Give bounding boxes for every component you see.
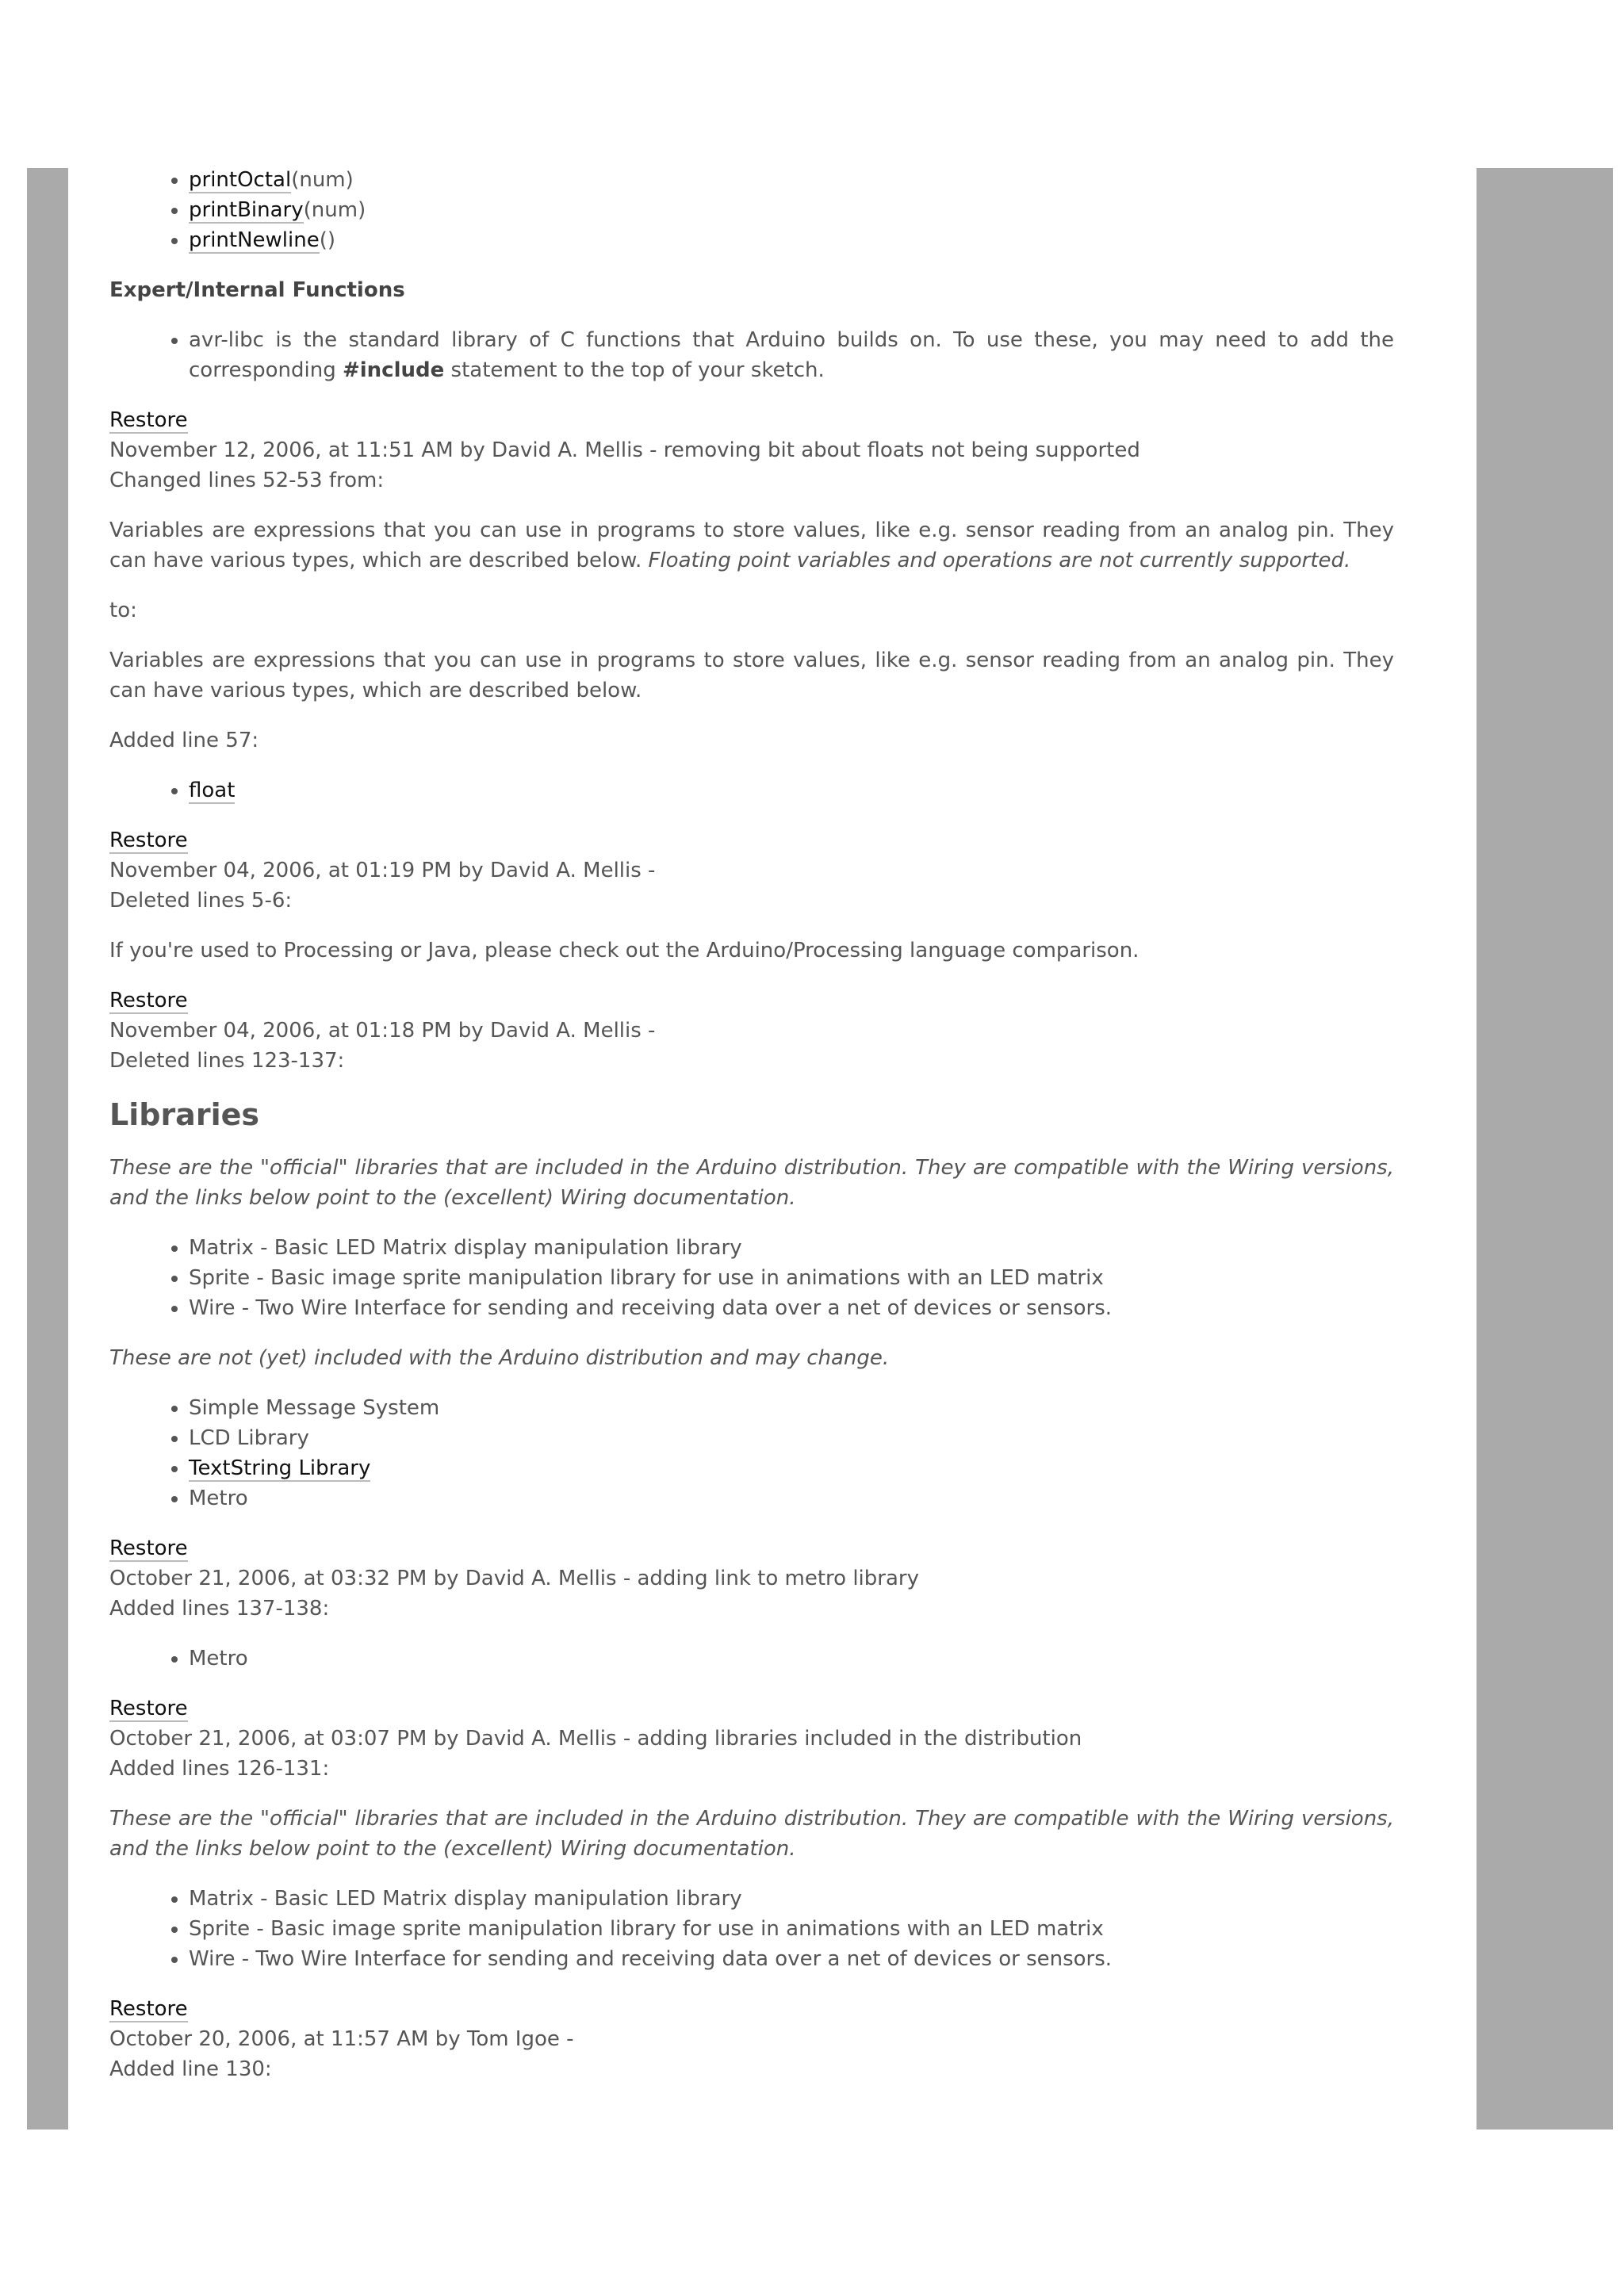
list-item: • Metro [189,1483,1394,1513]
libraries-heading: Libraries [109,1097,259,1132]
list-item: • printNewline() [189,225,1394,255]
list-item: • Wire - Two Wire Interface for sending and receiving data over a net of devices or sensors. [189,1293,1394,1323]
other-libraries-list [109,1393,1394,1513]
printbinary-link[interactable]: printBinary [189,198,304,222]
revision-meta: October 20, 2006, at 11:57 AM by Tom Igoe - [109,2027,574,2051]
change-summary: Changed lines 52-53 from: [109,469,385,492]
revision-meta: November 12, 2006, at 11:51 AM by David A. Mellis - removing bit about floats not being supported [109,438,1140,462]
left-sidebar [27,168,68,2130]
restore-link[interactable]: Restore [109,1697,188,1720]
diff-to-text: Variables are expressions that you can use in programs to store values, like e.g. sensor reading from an analog pin. They can have various types, which are described below. [109,649,1394,702]
official-libraries-list [109,1233,1394,1323]
list-item: • LCD Library [189,1423,1394,1453]
restore-link[interactable]: Restore [109,989,188,1012]
change-summary: Added line 57: [109,729,259,752]
right-sidebar [1477,168,1613,2130]
change-summary: Deleted lines 5-6: [109,889,293,913]
official-libraries-list [109,1884,1394,1974]
float-link[interactable]: float [189,779,236,802]
libraries-intro: These are the "official" libraries that are included in the Arduino distribution. They are compatible with the Wiring versions, and the links below point to the (excellent) Wiring documentation. [109,1807,1394,1861]
to-label: to: [109,599,137,622]
printnewline-link[interactable]: printNewline [189,228,320,252]
list-item: • Sprite - Basic image sprite manipulation library for use in animations with an LED matrix [189,1914,1394,1944]
added-list [109,1644,1394,1674]
list-item: • Matrix - Basic LED Matrix display manipulation library [189,1884,1394,1914]
list-item [189,775,1394,806]
list-item: • Simple Message System [189,1393,1394,1423]
not-yet-note: These are not (yet) included with the Arduino distribution and may change. [109,1346,890,1370]
revision-meta: November 04, 2006, at 01:19 PM by David A. Mellis - [109,859,656,882]
list-item: • printOctal(num) [189,165,1394,195]
function-list [109,165,1394,255]
expert-heading: Expert/Internal Functions [109,278,405,302]
list-item: • avr-libc is the standard library of C functions that Arduino builds on. To use these, you may need to add the corresponding #include statement to the top of your sketch. [189,325,1394,385]
added-list [109,775,1394,806]
list-item: • printBinary(num) [189,195,1394,225]
libraries-intro: These are the "official" libraries that are included in the Arduino distribution. They are compatible with the Wiring versions, and the links below point to the (excellent) Wiring documentation. [109,1156,1394,1210]
deleted-text: If you're used to Processing or Java, please check out the Arduino/Processing language comparison. [109,939,1139,962]
restore-link[interactable]: Restore [109,1536,188,1560]
revision-meta: November 04, 2006, at 01:18 PM by David A. Mellis - [109,1019,656,1043]
page-content [109,165,1394,2084]
list-item: • Wire - Two Wire Interface for sending and receiving data over a net of devices or sensors. [189,1944,1394,1974]
revision-meta: October 21, 2006, at 03:07 PM by David A. Mellis - adding libraries included in the distribution [109,1727,1082,1751]
expert-list [109,325,1394,385]
textstring-library-link[interactable]: TextString Library [189,1456,371,1480]
change-summary: Added lines 126-131: [109,1757,330,1781]
restore-link[interactable]: Restore [109,828,188,852]
restore-link[interactable]: Restore [109,408,188,432]
list-item: • Matrix - Basic LED Matrix display manipulation library [189,1233,1394,1263]
list-item [189,1453,1394,1483]
list-item: • Sprite - Basic image sprite manipulation library for use in animations with an LED matrix [189,1263,1394,1293]
change-summary: Added lines 137-138: [109,1597,330,1621]
change-summary: Deleted lines 123-137: [109,1049,345,1073]
printoctal-link[interactable]: printOctal [189,168,292,192]
revision-meta: October 21, 2006, at 03:32 PM by David A. Mellis - adding link to metro library [109,1567,919,1590]
diff-from-text: Variables are expressions that you can use in programs to store values, like e.g. sensor reading from an analog pin. They can have various types, which are described below. Floating point variables and operations are not currently supported. [109,519,1394,572]
restore-link[interactable]: Restore [109,1997,188,2021]
change-summary: Added line 130: [109,2057,272,2081]
list-item: • Metro [189,1644,1394,1674]
